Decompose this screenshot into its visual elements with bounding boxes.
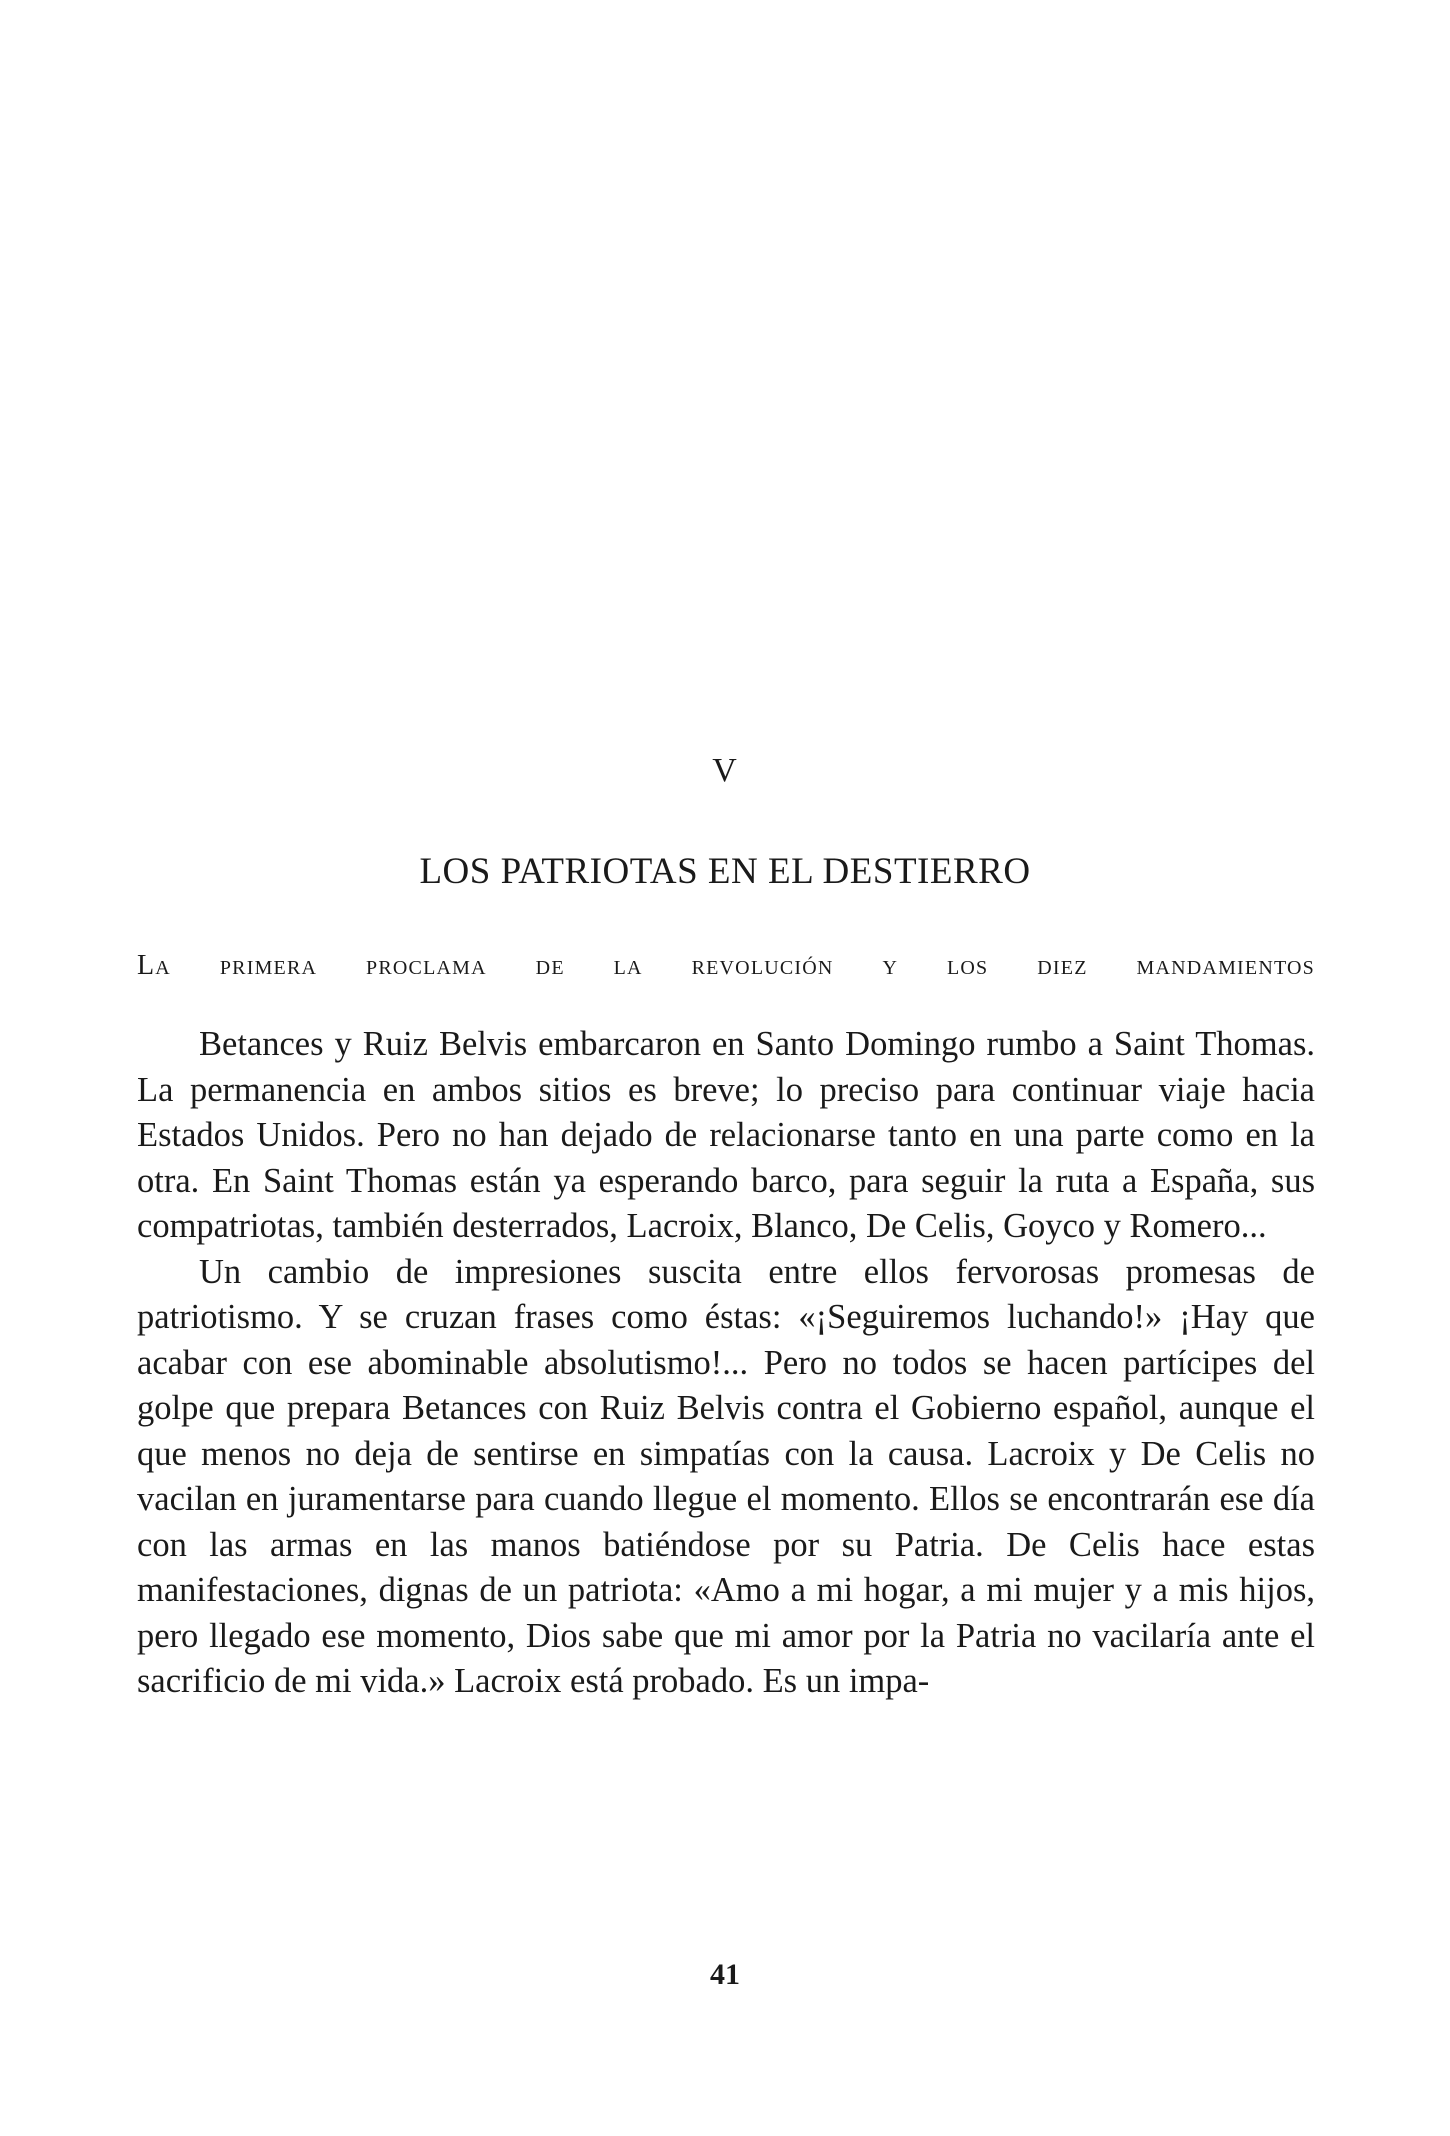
section-heading: La primera proclama de la revolución y los diez mandamientos <box>137 950 1315 981</box>
chapter-number: V <box>712 752 738 789</box>
page-number: 41 <box>710 1958 740 1991</box>
chapter-title: LOS PATRIOTAS EN EL DESTIERRO <box>419 851 1031 892</box>
body-text <box>137 1022 1315 1705</box>
paragraph: Betances y Ruiz Belvis embarcaron en Santo Domingo rumbo a Saint Thomas. La permanencia en ambos sitios es breve; lo preciso para continuar viaje hacia Estados Unidos. Pero no han dejado de relacionarse tanto en una parte como en la otra. En Saint Thomas están ya esperando barco, para seguir la ruta a España, sus compatriotas, también desterrados, Lacroix, Blanco, De Celis, Goyco y Romero... <box>137 1025 1315 1245</box>
paragraph: Un cambio de impresiones suscita entre ellos fervorosas promesas de patriotismo. Y se cruzan frases como éstas: «¡Seguiremos luchando!» ¡Hay que acabar con ese abominable absolutismo!... Pero no todos se hacen partícipes del golpe que prepara Betances con Ruiz Belvis contra el Gobierno español, aunque el que menos no deja de sentirse en simpatías con la causa. Lacroix y De Celis no vacilan en juramentarse para cuando llegue el momento. Ellos se encontrarán ese día con las armas en las manos batiéndose por su Patria. De Celis hace estas manifestaciones, dignas de un patriota: «Amo a mi hogar, a mi mujer y a mis hijos, pero llegado ese momento, Dios sabe que mi amor por la Patria no vacilaría ante el sacrificio de mi vida.» Lacroix está probado. Es un impa- <box>137 1252 1315 1700</box>
